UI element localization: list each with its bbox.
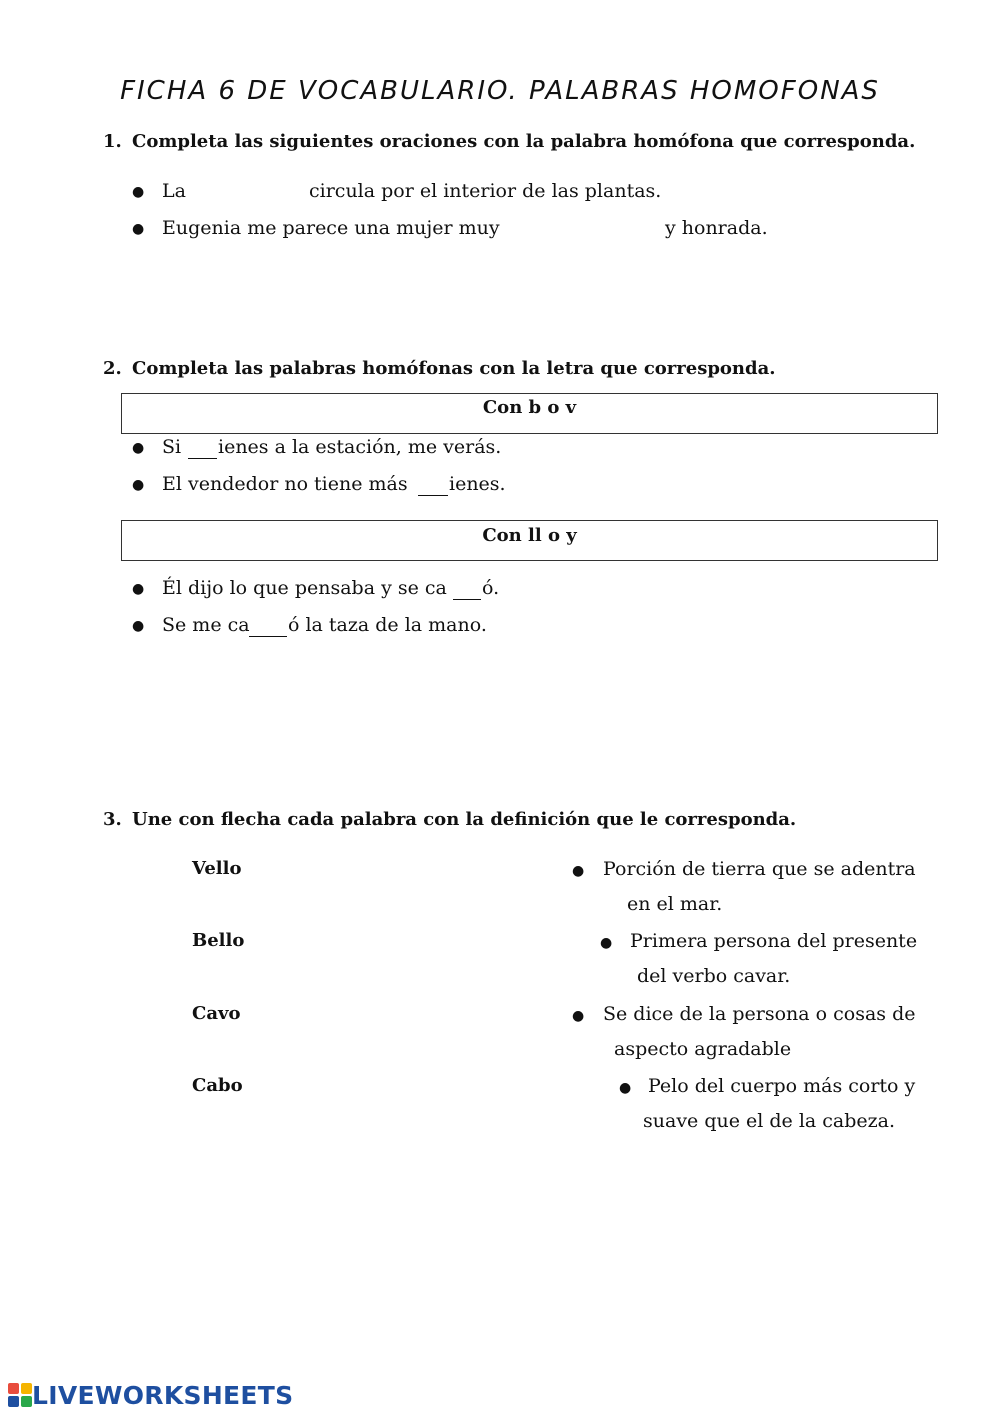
q2-b-v-item-2-blank-input[interactable]: [418, 475, 448, 496]
bullet-icon: ●: [132, 221, 145, 237]
bullet-icon: ●: [132, 581, 145, 597]
q2-ll-y-item-1-after: ó.: [482, 577, 500, 599]
q2-b-v-item-2-before: El vendedor no tiene más: [162, 473, 408, 495]
q2-ll-y-item-2-after: ó la taza de la mano.: [288, 614, 487, 636]
match-definition-4-line-1: Pelo del cuerpo más corto y: [648, 1075, 916, 1097]
bullet-icon: ●: [572, 863, 585, 879]
question-3-text: Une con flecha cada palabra con la definición que le corresponda.: [132, 809, 797, 830]
q2-ll-y-item-2-blank-input[interactable]: [249, 616, 287, 637]
group-header-b-v-label: Con b o v: [482, 397, 577, 418]
question-2-number: 2.: [103, 358, 122, 379]
match-definition-3-line-2: aspecto agradable: [614, 1038, 792, 1060]
bullet-icon: ●: [132, 440, 145, 456]
match-word-cabo[interactable]: Cabo: [192, 1075, 243, 1096]
worksheet-title: FICHA 6 DE VOCABULARIO. PALABRAS HOMOFONAS: [120, 76, 880, 106]
question-2-text: Completa las palabras homófonas con la letra que corresponda.: [132, 358, 776, 379]
liveworksheets-logo-icon: [8, 1383, 32, 1407]
match-definition-4[interactable]: [643, 1069, 916, 1139]
bullet-icon: ●: [132, 184, 145, 200]
bullet-icon: ●: [132, 477, 145, 493]
match-definition-1-line-1: Porción de tierra que se adentra: [603, 858, 916, 880]
q2-b-v-item-1-blank-input[interactable]: [188, 438, 217, 459]
group-header-ll-y-label: Con ll o y: [482, 525, 577, 546]
q2-b-v-item-2-after: ienes.: [449, 473, 506, 495]
question-1-text: Completa las siguientes oraciones con la palabra homófona que corresponda.: [132, 131, 916, 152]
q1-item-1-answer-input[interactable]: [196, 180, 302, 204]
match-word-vello[interactable]: Vello: [192, 858, 242, 879]
match-definition-4-line-2: suave que el de la cabeza.: [643, 1110, 896, 1132]
q1-item-1-after: circula por el interior de las plantas.: [309, 180, 662, 202]
liveworksheets-logo: [8, 1381, 293, 1409]
q2-ll-y-item-1-blank-input[interactable]: [453, 579, 481, 600]
q1-item-2-answer-input[interactable]: [516, 217, 658, 241]
q2-ll-y-item-1-before: Él dijo lo que pensaba y se ca: [162, 577, 447, 599]
q1-item-1-before: La: [162, 180, 186, 202]
liveworksheets-logo-text: LIVEWORKSHEETS: [32, 1380, 294, 1410]
question-1-number: 1.: [103, 131, 122, 152]
match-definition-3[interactable]: [603, 997, 915, 1067]
group-header-ll-y: [121, 520, 938, 561]
match-definition-2-line-2: del verbo cavar.: [637, 965, 791, 987]
match-word-cavo[interactable]: Cavo: [192, 1003, 241, 1024]
bullet-icon: ●: [132, 618, 145, 634]
q2-b-v-item-1-before: Si: [162, 436, 182, 458]
match-definition-2[interactable]: [630, 924, 917, 994]
match-word-bello[interactable]: Bello: [192, 930, 245, 951]
q2-b-v-item-1-after: ienes a la estación, me verás.: [218, 436, 502, 458]
question-3-number: 3.: [103, 809, 122, 830]
match-definition-2-line-1: Primera persona del presente: [630, 930, 918, 952]
q1-item-2-before: Eugenia me parece una mujer muy: [162, 217, 500, 239]
match-definition-1-line-2: en el mar.: [627, 893, 723, 915]
q1-item-2-after: y honrada.: [665, 217, 768, 239]
match-definition-1[interactable]: [603, 852, 916, 922]
bullet-icon: ●: [572, 1008, 585, 1024]
group-header-b-v: [121, 393, 938, 434]
q2-ll-y-item-2-before: Se me ca: [162, 614, 250, 636]
bullet-icon: ●: [600, 935, 613, 951]
bullet-icon: ●: [619, 1080, 632, 1096]
match-definition-3-line-1: Se dice de la persona o cosas de: [603, 1003, 916, 1025]
